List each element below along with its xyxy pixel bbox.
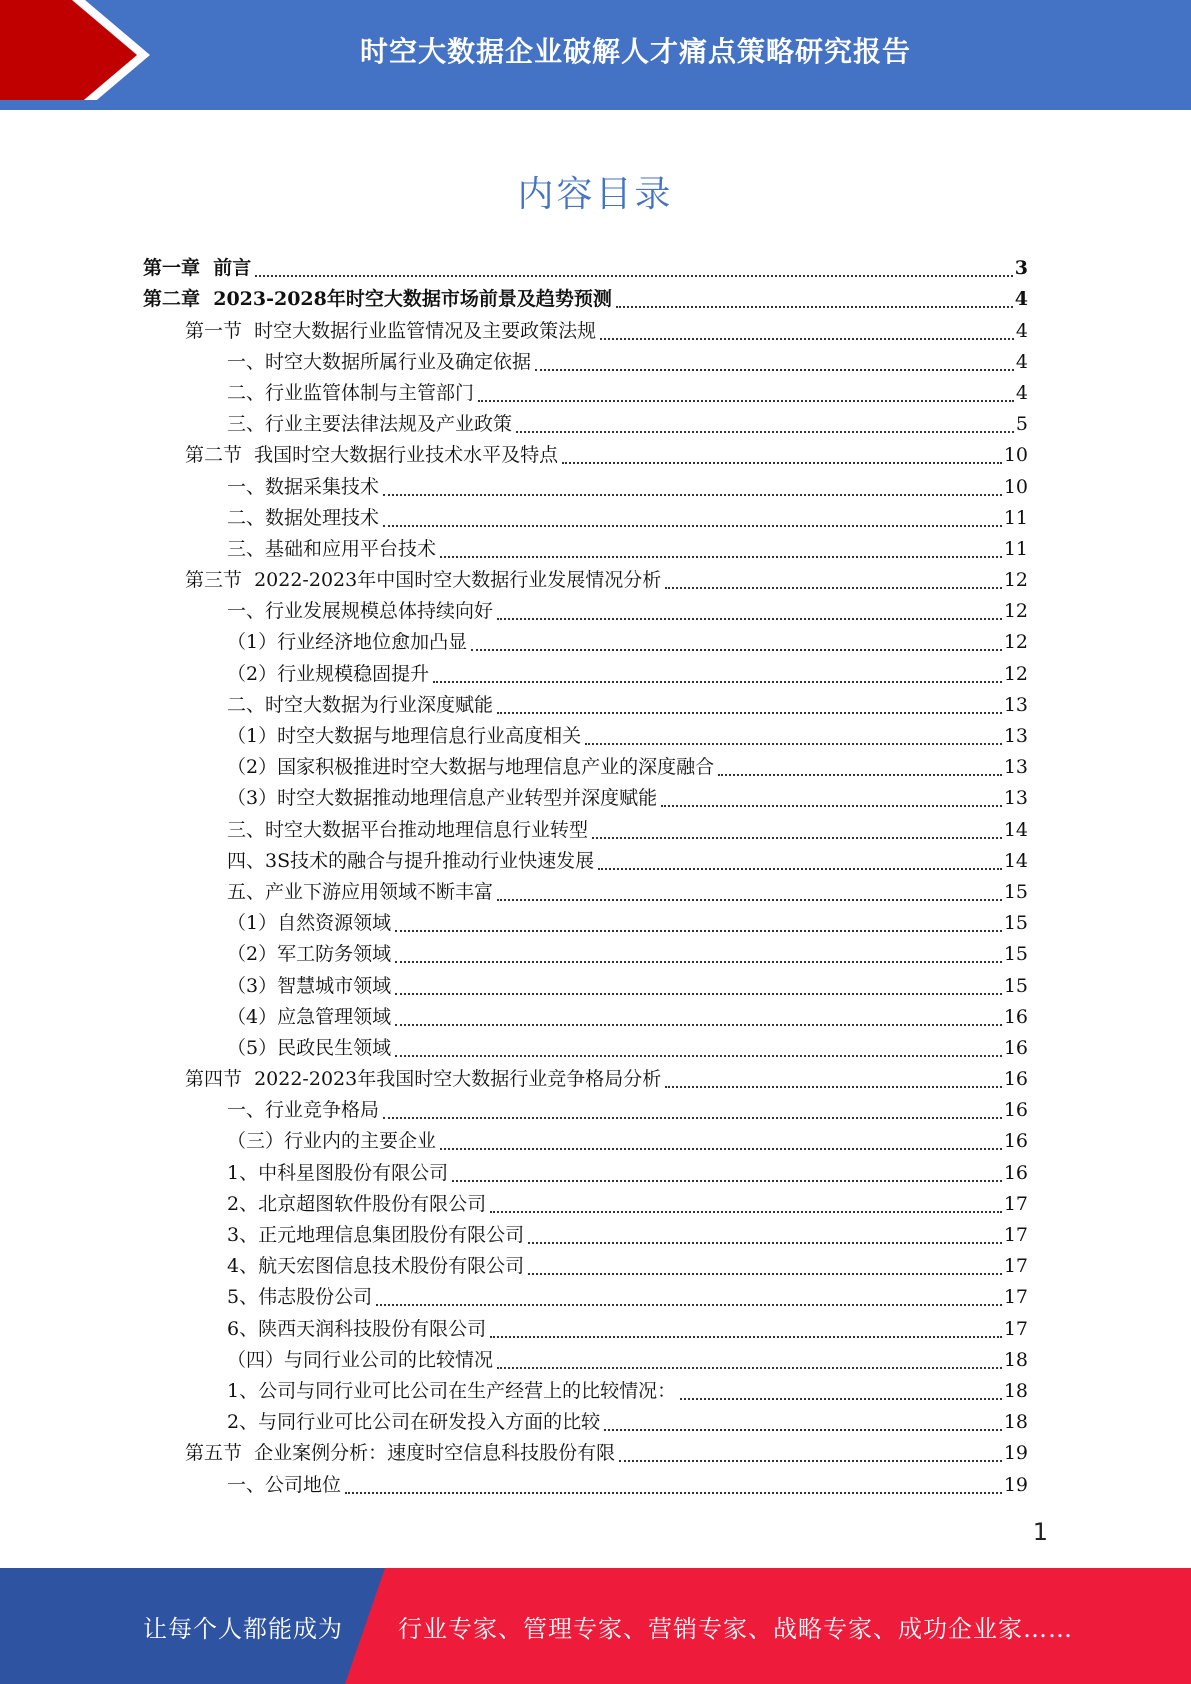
- toc-entry-page: 10: [1003, 475, 1028, 498]
- toc-leader-dots: [376, 1303, 1002, 1306]
- toc-entry-page: 10: [1003, 444, 1028, 467]
- toc-entry-label: 五、产业下游应用领域不断丰富: [227, 880, 494, 903]
- toc-leader-dots: [471, 648, 1002, 651]
- toc-entry[interactable]: [143, 1313, 1028, 1344]
- toc-entry-page: 16: [1003, 1130, 1028, 1153]
- toc-entry-label: 一、数据采集技术: [227, 475, 380, 498]
- footer-slogan-left: 让每个人都能成为: [143, 1614, 343, 1643]
- toc-entry-page: 17: [1003, 1224, 1028, 1246]
- toc-entry-label: （5）民政民生领域: [227, 1036, 392, 1059]
- toc-entry-label: 1、中科星图股份有限公司: [227, 1161, 449, 1184]
- toc-entry-label: 二、时空大数据为行业深度赋能: [227, 693, 494, 716]
- toc-entry[interactable]: [143, 939, 1028, 970]
- toc-entry-page: 15: [1003, 974, 1028, 997]
- toc-entry-page: 5: [1015, 413, 1028, 436]
- toc-entry[interactable]: [143, 1282, 1028, 1313]
- toc-entry-label: 第一节 时空大数据行业监管情况及主要政策法规: [185, 319, 597, 342]
- toc-entry-label: （2）军工防务领域: [227, 943, 392, 966]
- toc-entry[interactable]: [143, 690, 1028, 721]
- toc-leader-dots: [592, 836, 1002, 839]
- toc-entry-label: 第一章 前言: [143, 257, 252, 280]
- toc-entry-label: 第五节 企业案例分析：速度时空信息科技股份有限: [185, 1442, 616, 1465]
- toc-entry-label: （2）国家积极推进时空大数据与地理信息产业的深度融合: [227, 756, 715, 779]
- toc-entry[interactable]: [143, 503, 1028, 534]
- toc-entry-page: 16: [1003, 1068, 1028, 1091]
- toc-leader-dots: [345, 1491, 1002, 1494]
- toc-leader-dots: [440, 555, 1002, 558]
- toc-entry[interactable]: [143, 877, 1028, 908]
- toc-entry-page: 11: [1003, 506, 1028, 529]
- toc-entry-page: 17: [1003, 1192, 1028, 1215]
- toc-entry-page: 12: [1003, 569, 1028, 592]
- toc-entry-page: 19: [1003, 1473, 1028, 1496]
- toc-entry-page: 14: [1003, 849, 1028, 872]
- toc-entry-label: 第二节 我国时空大数据行业技术水平及特点: [185, 444, 559, 467]
- toc-leader-dots: [585, 742, 1002, 745]
- toc-leader-dots: [383, 493, 1002, 496]
- toc-entry-label: 三、时空大数据平台推动地理信息行业转型: [227, 818, 589, 841]
- toc-leader-dots: [516, 430, 1014, 433]
- toc-entry-page: 12: [1003, 631, 1028, 654]
- toc-leader-dots: [497, 711, 1002, 714]
- toc-entry-page: 4: [1015, 319, 1028, 342]
- toc-entry-label: （三）行业内的主要企业: [227, 1130, 437, 1153]
- toc-entry[interactable]: [143, 347, 1028, 378]
- toc-entry[interactable]: [143, 1126, 1028, 1157]
- toc-entry[interactable]: [143, 253, 1028, 284]
- toc-entry-page: 16: [1003, 1099, 1028, 1122]
- toc-entry-page: 16: [1003, 1005, 1028, 1028]
- report-title: 时空大数据企业破解人才痛点策略研究报告: [359, 35, 911, 68]
- toc-leader-dots: [490, 1210, 1002, 1213]
- toc-entry-page: 18: [1003, 1411, 1028, 1434]
- toc-entry-label: （2）行业规模稳固提升: [227, 662, 430, 685]
- toc-entry-label: （3）智慧城市领域: [227, 974, 392, 997]
- toc-leader-dots: [661, 804, 1002, 807]
- toc-entry[interactable]: [143, 409, 1028, 440]
- toc-leader-dots: [680, 1397, 1002, 1400]
- toc-leader-dots: [604, 1428, 1002, 1431]
- toc-leader-dots: [562, 461, 1002, 464]
- toc-entry-page: 14: [1003, 818, 1028, 841]
- toc-entry[interactable]: [143, 627, 1028, 658]
- toc-leader-dots: [598, 867, 1002, 870]
- toc-leader-dots: [497, 1366, 1002, 1369]
- toc-entry-page: 18: [1003, 1348, 1028, 1371]
- toc-heading: 内容目录: [517, 174, 674, 215]
- toc-entry[interactable]: [143, 1345, 1028, 1376]
- toc-entry[interactable]: [143, 565, 1028, 596]
- toc-leader-dots: [497, 617, 1002, 620]
- toc-entry[interactable]: [143, 658, 1028, 689]
- toc-leader-dots: [535, 368, 1014, 371]
- toc-entry-label: 4、航天宏图信息技术股份有限公司: [227, 1255, 525, 1278]
- toc-entry[interactable]: [143, 1095, 1028, 1126]
- toc-entry[interactable]: [143, 534, 1028, 565]
- toc-entry-label: （1）时空大数据与地理信息行业高度相关: [227, 725, 582, 747]
- toc-entry-label: 二、行业监管体制与主管部门: [227, 381, 475, 404]
- toc-entry-label: 一、时空大数据所属行业及确定依据: [227, 350, 532, 373]
- toc-entry-page: 4: [1014, 288, 1028, 311]
- toc-entry[interactable]: [143, 1064, 1028, 1095]
- toc-entry-label: （1）自然资源领域: [227, 912, 392, 935]
- toc-leader-dots: [383, 1116, 1002, 1119]
- toc-entry-page: 16: [1003, 1161, 1028, 1184]
- toc-leader-dots: [383, 524, 1002, 527]
- toc-leader-dots: [452, 1179, 1002, 1182]
- header-band: [0, 0, 1191, 110]
- toc-leader-dots: [395, 960, 1002, 963]
- toc-entry[interactable]: [143, 908, 1028, 939]
- toc-entry[interactable]: [143, 1438, 1028, 1469]
- toc-leader-dots: [528, 1272, 1002, 1275]
- toc-entry-page: 18: [1003, 1379, 1028, 1402]
- toc-entry-label: 第四节 2022-2023年我国时空大数据行业竞争格局分析: [185, 1068, 662, 1091]
- toc-entry-label: （四）与同行业公司的比较情况: [227, 1348, 494, 1371]
- toc-entry-label: 6、陕西天润科技股份有限公司: [227, 1317, 487, 1340]
- table-of-contents: [143, 253, 1028, 1501]
- toc-entry-label: 三、行业主要法律法规及产业政策: [227, 413, 513, 436]
- toc-entry-label: （1）行业经济地位愈加凸显: [227, 631, 468, 654]
- toc-leader-dots: [528, 1241, 1002, 1244]
- toc-entry-page: 13: [1003, 693, 1028, 716]
- toc-entry-label: （4）应急管理领域: [227, 1005, 392, 1028]
- toc-entry[interactable]: [143, 846, 1028, 877]
- toc-entry[interactable]: [143, 970, 1028, 1001]
- toc-leader-dots: [619, 1459, 1002, 1462]
- toc-leader-dots: [478, 399, 1014, 402]
- toc-leader-dots: [718, 773, 1002, 776]
- toc-entry-page: 17: [1003, 1286, 1028, 1309]
- toc-entry-page: 15: [1003, 943, 1028, 966]
- toc-entry-label: 一、行业发展规模总体持续向好: [227, 600, 494, 623]
- toc-entry-label: 2、北京超图软件股份有限公司: [227, 1192, 487, 1215]
- toc-entry-label: 5、伟志股份公司: [227, 1286, 373, 1309]
- toc-entry[interactable]: [143, 721, 1028, 752]
- toc-entry-label: 一、公司地位: [227, 1473, 342, 1496]
- toc-entry[interactable]: [143, 814, 1028, 845]
- toc-entry[interactable]: [143, 1189, 1028, 1220]
- toc-entry[interactable]: [143, 1033, 1028, 1064]
- toc-entry-label: 2、与同行业可比公司在研发投入方面的比较: [227, 1411, 601, 1434]
- toc-entry-page: 4: [1015, 381, 1028, 404]
- toc-entry[interactable]: [143, 783, 1028, 814]
- toc-leader-dots: [433, 680, 1002, 683]
- toc-leader-dots: [665, 1085, 1002, 1088]
- toc-entry-page: 17: [1003, 1317, 1028, 1340]
- toc-entry[interactable]: [143, 1002, 1028, 1033]
- toc-leader-dots: [395, 929, 1002, 932]
- toc-entry-page: 16: [1003, 1036, 1028, 1059]
- toc-entry[interactable]: [143, 1157, 1028, 1188]
- toc-leader-dots: [440, 1147, 1002, 1150]
- toc-entry[interactable]: [143, 1220, 1028, 1251]
- toc-entry[interactable]: [143, 1376, 1028, 1407]
- toc-leader-dots: [255, 274, 1013, 277]
- toc-entry[interactable]: [143, 596, 1028, 627]
- toc-entry-label: 1、公司与同行业可比公司在生产经营上的比较情况：: [227, 1379, 677, 1402]
- toc-entry-label: 第二章 2023-2028年时空大数据市场前景及趋势预测: [143, 288, 612, 311]
- toc-entry-page: 12: [1003, 600, 1028, 623]
- toc-entry-page: 19: [1003, 1442, 1028, 1465]
- toc-entry[interactable]: [143, 315, 1028, 346]
- toc-entry-page: 13: [1003, 756, 1028, 779]
- toc-entry-page: 3: [1014, 257, 1028, 280]
- toc-leader-dots: [395, 1054, 1002, 1057]
- toc-entry[interactable]: [143, 1407, 1028, 1438]
- toc-entry-label: 第三节 2022-2023年中国时空大数据行业发展情况分析: [185, 569, 662, 592]
- toc-leader-dots: [490, 1335, 1002, 1338]
- toc-entry-label: 二、数据处理技术: [227, 506, 380, 529]
- toc-entry-label: 四、3S技术的融合与提升推动行业快速发展: [227, 849, 595, 872]
- toc-entry[interactable]: [143, 1469, 1028, 1500]
- toc-entry-label: 3、正元地理信息集团股份有限公司: [227, 1224, 525, 1246]
- toc-entry-label: 一、行业竞争格局: [227, 1099, 380, 1122]
- toc-entry-page: 12: [1003, 662, 1028, 685]
- toc-entry-page: 17: [1003, 1255, 1028, 1278]
- toc-entry[interactable]: [143, 471, 1028, 502]
- toc-leader-dots: [616, 305, 1013, 308]
- toc-entry[interactable]: [143, 752, 1028, 783]
- toc-leader-dots: [395, 992, 1002, 995]
- toc-entry-page: 4: [1015, 350, 1028, 373]
- toc-entry-page: 13: [1003, 725, 1028, 747]
- toc-leader-dots: [395, 1023, 1002, 1026]
- page-number: 1: [1032, 1518, 1048, 1546]
- toc-entry-page: 13: [1003, 787, 1028, 810]
- toc-entry-label: 三、基础和应用平台技术: [227, 537, 437, 560]
- toc-entry[interactable]: [143, 284, 1028, 315]
- toc-entry-page: 15: [1003, 880, 1028, 903]
- footer-slogan-right: 行业专家、管理专家、营销专家、战略专家、成功企业家……: [398, 1614, 1073, 1643]
- toc-entry-page: 15: [1003, 912, 1028, 935]
- toc-leader-dots: [497, 898, 1002, 901]
- toc-entry[interactable]: [143, 378, 1028, 409]
- toc-leader-dots: [665, 586, 1002, 589]
- footer-band: [0, 1568, 1191, 1684]
- toc-entry[interactable]: [143, 440, 1028, 471]
- toc-leader-dots: [600, 337, 1014, 340]
- toc-entry-page: 11: [1003, 537, 1028, 560]
- toc-entry-label: （3）时空大数据推动地理信息产业转型并深度赋能: [227, 787, 658, 810]
- toc-entry[interactable]: [143, 1251, 1028, 1282]
